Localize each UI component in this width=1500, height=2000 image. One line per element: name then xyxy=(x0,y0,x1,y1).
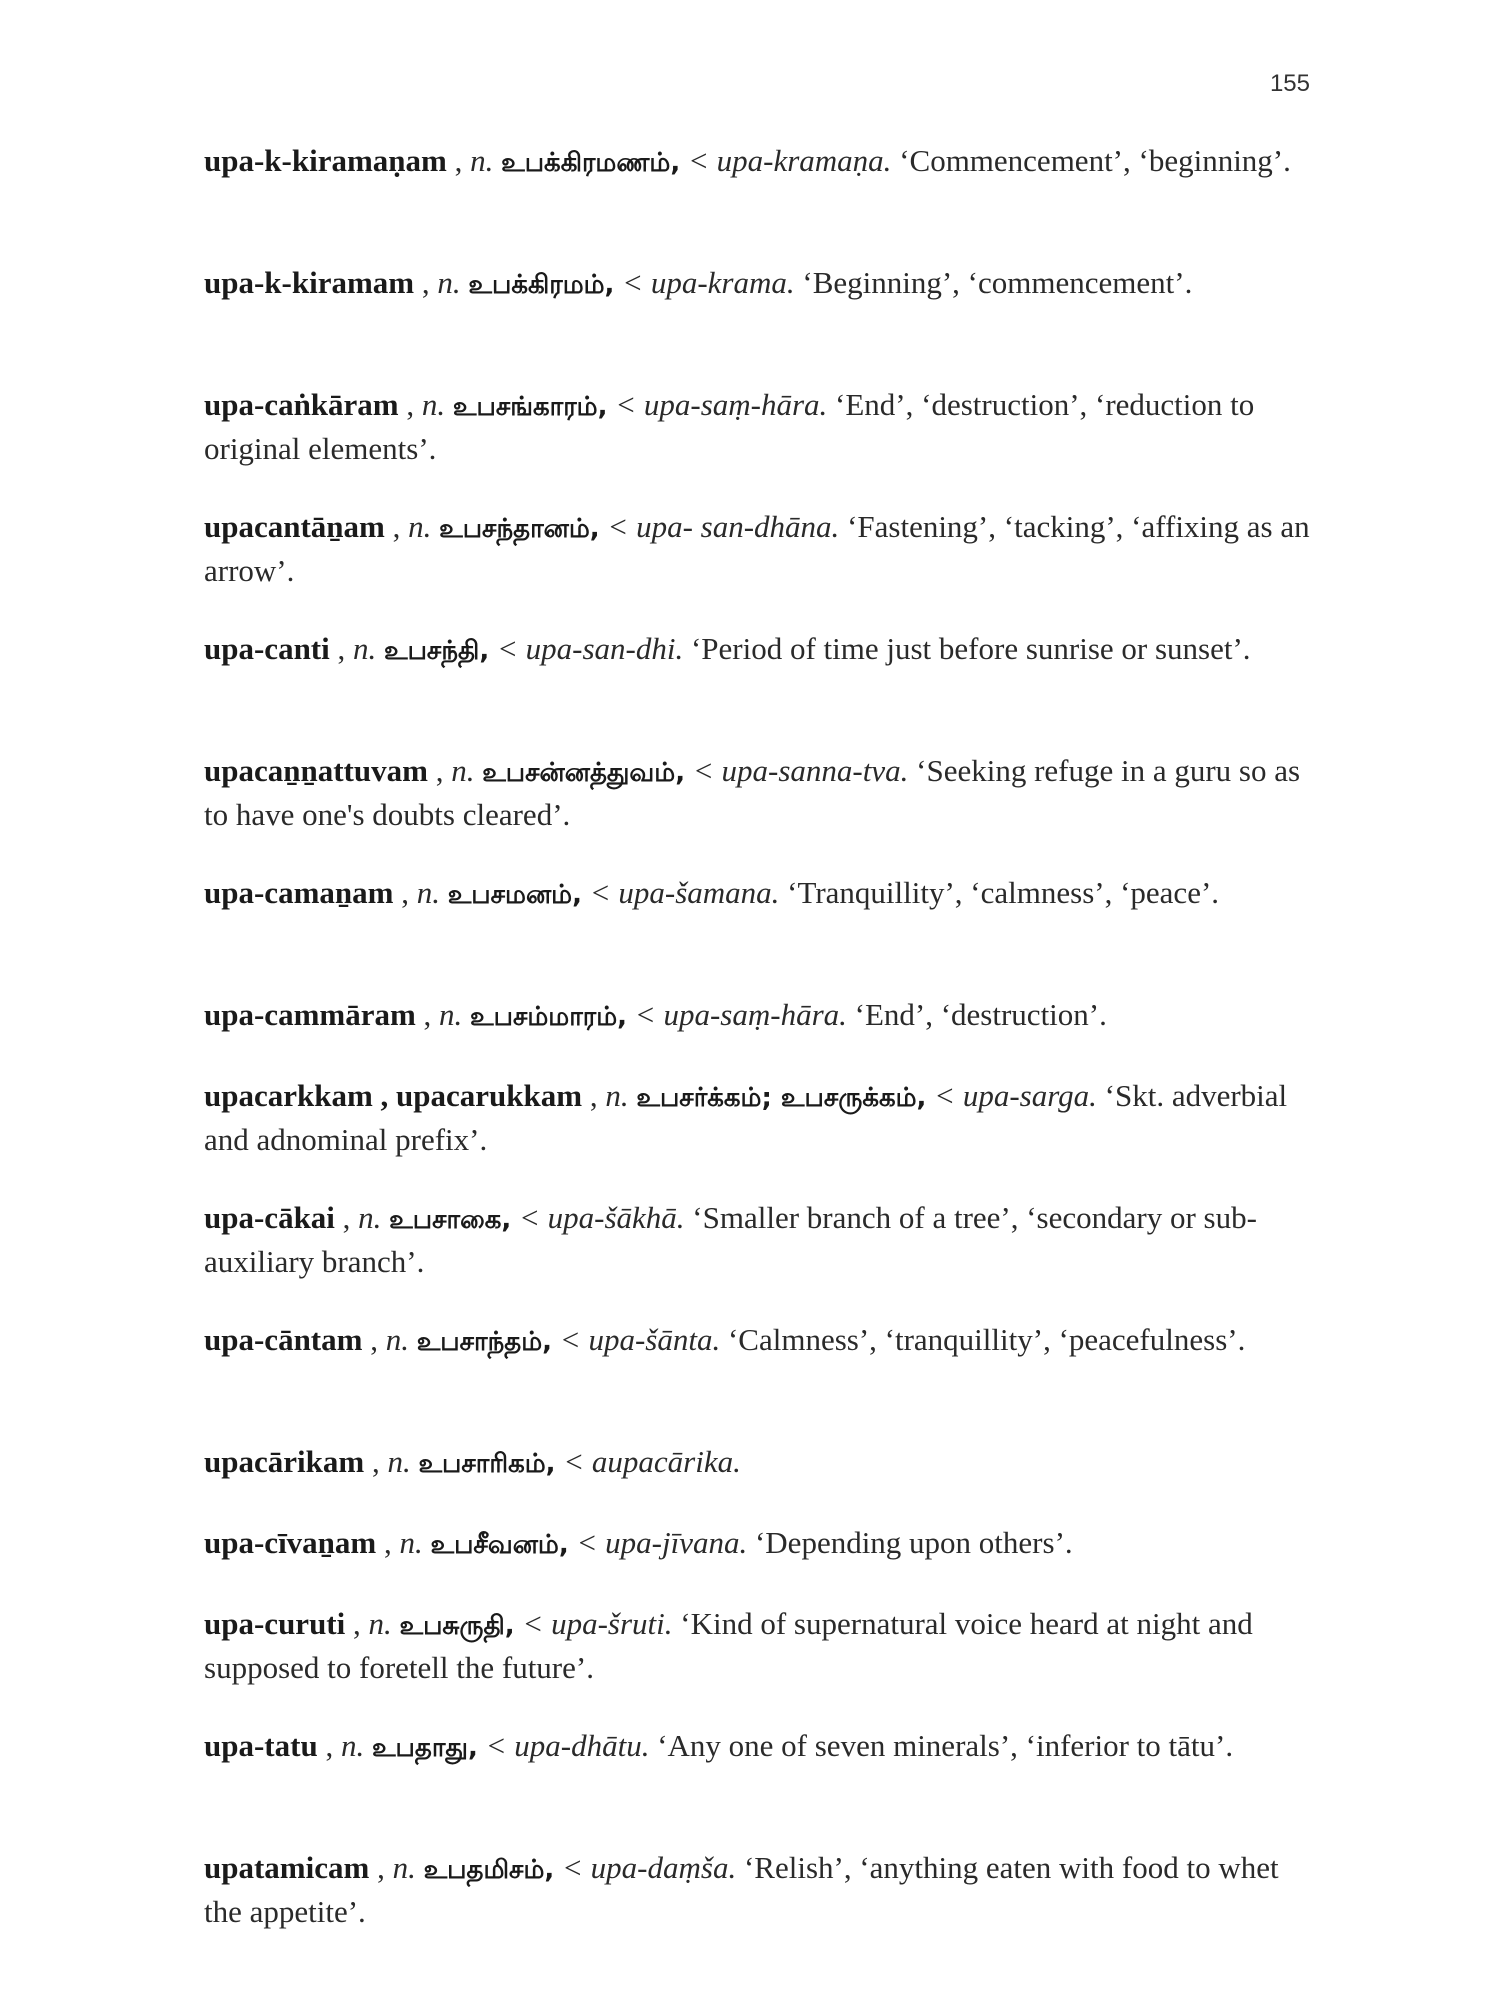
dictionary-entry xyxy=(204,140,1314,222)
part-of-speech: n. xyxy=(470,143,494,178)
gloss: ‘End’, ‘destruction’. xyxy=(854,997,1107,1032)
dictionary-entry xyxy=(204,506,1314,588)
headword: upacārikam xyxy=(204,1444,365,1479)
dictionary-entry xyxy=(204,994,1314,1035)
gloss: ‘Depending upon others’. xyxy=(754,1525,1073,1560)
tamil-form: உபசாகை, xyxy=(389,1205,512,1235)
separator: , xyxy=(362,1322,386,1357)
gloss: ‘Tranquillity’, ‘calmness’, ‘peace’. xyxy=(787,875,1220,910)
gloss: ‘Relish’, ‘anything eaten with food to whet the appetite’. xyxy=(204,1850,1279,1929)
headword: upa-curuti xyxy=(204,1606,346,1641)
dictionary-entry xyxy=(204,872,1314,954)
etymology: < upa-saṃ-hāra. xyxy=(615,387,828,422)
entry-list xyxy=(204,140,1314,1969)
separator: , xyxy=(393,875,417,910)
separator: , xyxy=(414,265,438,300)
etymology: < upa-šānta. xyxy=(559,1322,721,1357)
part-of-speech: n. xyxy=(421,387,446,422)
headword: upa-cākai xyxy=(204,1200,335,1235)
headword: upatamicam xyxy=(204,1850,370,1885)
headword: upa-k-kiramam xyxy=(204,265,415,300)
tamil-form: உபசங்காரம், xyxy=(452,392,608,422)
separator: , xyxy=(369,1850,393,1885)
headword: upa-k-kiramaṇam xyxy=(204,143,447,178)
tamil-form: உபசம்மாரம், xyxy=(470,1002,628,1032)
separator: , xyxy=(345,1606,369,1641)
tamil-form: உபசர்க்கம்; உபசருக்கம், xyxy=(636,1083,927,1113)
separator: , xyxy=(384,509,409,544)
headword: upacarkkam , upacarukkam xyxy=(204,1078,583,1113)
gloss: ‘Smaller branch of a tree’, ‘secondary or sub-auxiliary branch’. xyxy=(204,1200,1257,1279)
etymology: < upa-sarga. xyxy=(934,1078,1097,1113)
separator: , xyxy=(334,1200,359,1235)
tamil-form: உபதமிசம், xyxy=(423,1855,555,1885)
part-of-speech: n. xyxy=(358,1200,382,1235)
part-of-speech: n. xyxy=(439,997,463,1032)
tamil-form: உபசுருதி, xyxy=(399,1611,515,1641)
separator: , xyxy=(582,1078,606,1113)
etymology: < upa-saṃ-hāra. xyxy=(634,997,847,1032)
gloss: ‘Fastening’, ‘tacking’, ‘affixing as an arrow’. xyxy=(204,509,1310,588)
part-of-speech: n. xyxy=(392,1850,416,1885)
dictionary-entry xyxy=(204,1522,1314,1563)
part-of-speech: n. xyxy=(605,1078,629,1113)
tamil-form: உபதாது, xyxy=(371,1733,478,1763)
dictionary-entry xyxy=(204,1725,1314,1807)
separator: , xyxy=(364,1444,388,1479)
page-number: 155 xyxy=(1269,70,1310,97)
etymology: < upa- san-dhāna. xyxy=(607,509,840,544)
part-of-speech: n. xyxy=(451,753,475,788)
headword: upa-cāntam xyxy=(204,1322,363,1357)
part-of-speech: n. xyxy=(399,1525,423,1560)
gloss: ‘Seeking refuge in a guru so as to have one's doubts cleared’. xyxy=(204,753,1301,832)
tamil-form: உபக்கிரமம், xyxy=(468,270,615,300)
gloss: ‘Any one of seven minerals’, ‘inferior to tātu’. xyxy=(657,1728,1234,1763)
dictionary-entry xyxy=(204,1197,1314,1279)
headword: upacaṉṉattuvam xyxy=(204,753,428,788)
headword: upa-cammāram xyxy=(204,997,416,1032)
part-of-speech: n. xyxy=(340,1728,365,1763)
separator: , xyxy=(329,631,353,666)
dictionary-entry xyxy=(204,1603,1314,1685)
etymology: < upa-san-dhi. xyxy=(496,631,684,666)
separator: , xyxy=(427,753,452,788)
etymology: < upa-jīvana. xyxy=(576,1525,748,1560)
tamil-form: உபசன்னத்துவம், xyxy=(482,758,686,788)
etymology: < upa-šamana. xyxy=(589,875,780,910)
etymology: < upa-krama. xyxy=(622,265,795,300)
etymology: < upa-sanna-tva. xyxy=(692,753,909,788)
tamil-form: உபசமனம், xyxy=(447,880,582,910)
separator: , xyxy=(376,1525,400,1560)
headword: upa-camaṉam xyxy=(204,875,394,910)
dictionary-entry xyxy=(204,1319,1314,1401)
gloss: ‘Beginning’, ‘commencement’. xyxy=(802,265,1193,300)
dictionary-entry xyxy=(204,628,1314,710)
headword: upacantāṉam xyxy=(204,509,385,544)
etymology: < upa-šruti. xyxy=(522,1606,673,1641)
gloss: ‘End’, ‘destruction’, ‘reduction to original elements’. xyxy=(204,387,1255,466)
headword: upa-tatu xyxy=(204,1728,318,1763)
part-of-speech: n. xyxy=(437,265,461,300)
headword: upa-canti xyxy=(204,631,330,666)
gloss: ‘Commencement’, ‘beginning’. xyxy=(899,143,1291,178)
part-of-speech: n. xyxy=(368,1606,392,1641)
part-of-speech: n. xyxy=(416,875,440,910)
etymology: < upa-kramaṇa. xyxy=(687,143,892,178)
part-of-speech: n. xyxy=(387,1444,411,1479)
tamil-form: உபசந்தானம், xyxy=(439,514,600,544)
headword: upa-cīvaṉam xyxy=(204,1525,377,1560)
gloss: ‘Kind of supernatural voice heard at night and supposed to foretell the future’. xyxy=(204,1606,1253,1685)
etymology: < upa-dhātu. xyxy=(485,1728,650,1763)
separator: , xyxy=(398,387,422,422)
tamil-form: உபசாரிகம், xyxy=(418,1449,556,1479)
tamil-form: உபசீவனம், xyxy=(430,1530,569,1560)
gloss: ‘Skt. adverbial and adnominal prefix’. xyxy=(204,1078,1288,1157)
gloss: ‘Calmness’, ‘tranquillity’, ‘peacefulness’. xyxy=(727,1322,1246,1357)
dictionary-entry xyxy=(204,384,1314,466)
separator: , xyxy=(415,997,440,1032)
separator: , xyxy=(446,143,471,178)
tamil-form: உபக்கிரமணம், xyxy=(501,148,681,178)
part-of-speech: n. xyxy=(408,509,432,544)
etymology: < upa-daṃša. xyxy=(562,1850,737,1885)
headword: upa-caṅkāram xyxy=(204,387,399,422)
dictionary-entry xyxy=(204,1847,1314,1929)
dictionary-entry xyxy=(204,1075,1314,1157)
part-of-speech: n. xyxy=(385,1322,409,1357)
tamil-form: உபசாந்தம், xyxy=(416,1327,553,1357)
separator: , xyxy=(317,1728,341,1763)
dictionary-entry xyxy=(204,750,1314,832)
gloss: ‘Period of time just before sunrise or sunset’. xyxy=(690,631,1251,666)
tamil-form: உபசந்தி, xyxy=(384,636,490,666)
dictionary-entry xyxy=(204,262,1314,344)
etymology: < upa-šākhā. xyxy=(518,1200,685,1235)
dictionary-entry xyxy=(204,1441,1314,1482)
etymology: < aupacārika. xyxy=(563,1444,741,1479)
part-of-speech: n. xyxy=(353,631,377,666)
